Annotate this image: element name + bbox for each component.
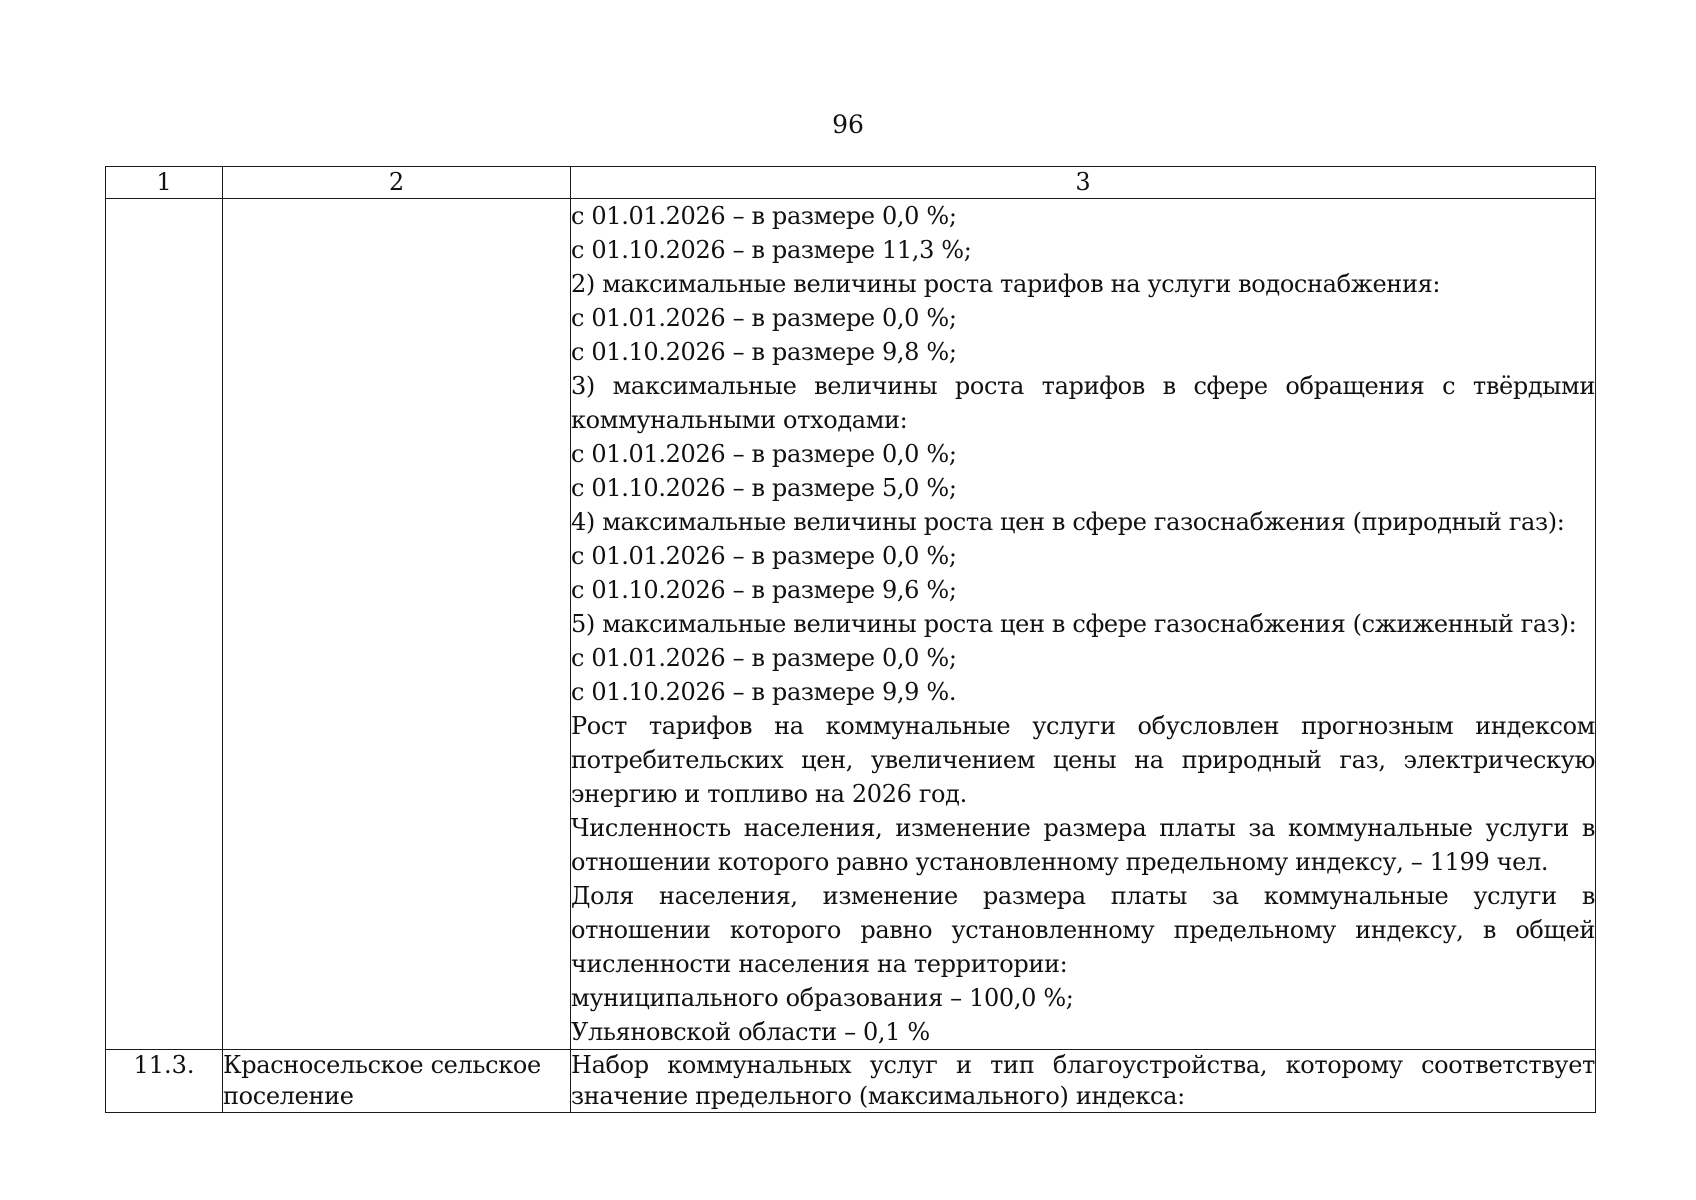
text-line: с 01.10.2026 – в размере 9,9 %.: [571, 678, 957, 706]
column-header-2: 2: [223, 167, 571, 199]
row-number-cell: 11.3.: [106, 1050, 223, 1113]
text-line: муниципального образования – 100,0 %;: [571, 984, 1074, 1012]
column-header-3: 3: [571, 167, 1596, 199]
text-line: с 01.10.2026 – в размере 9,6 %;: [571, 576, 957, 604]
page-number: 96: [832, 110, 864, 139]
text-line: с 01.01.2026 – в размере 0,0 %;: [571, 304, 957, 332]
text-line: 4) максимальные величины роста цен в сфере газоснабжения (природный газ):: [571, 508, 1565, 536]
text-line: с 01.01.2026 – в размере 0,0 %;: [571, 644, 957, 672]
settlement-name-cell: [223, 199, 571, 1050]
column-header-1: 1: [106, 167, 223, 199]
tariff-description-cell: [571, 199, 1596, 1050]
text-line: с 01.01.2026 – в размере 0,0 %;: [571, 440, 957, 468]
paragraph-tariff-growth: Рост тарифов на коммунальные услуги обусловлен прогнозным индексом потребительских цен, увеличением цены на природный газ, электрическую энергию и топливо на 2026 год.: [571, 712, 1595, 808]
text-line: с 01.01.2026 – в размере 0,0 %;: [571, 542, 957, 570]
paragraph-solid-waste: 3) максимальные величины роста тарифов в сфере обращения с твёрдыми коммунальными отходами:: [571, 372, 1595, 434]
table-header-row: [106, 167, 1596, 199]
settlement-name-cell: Красносельское сельское поселение: [223, 1050, 571, 1113]
paragraph-population-share: Доля населения, изменение размера платы за коммунальные услуги в отношении которого равно установленному предельному индексу, в общей численности населения на территории:: [571, 882, 1595, 978]
paragraph-population: Численность населения, изменение размера платы за коммунальные услуги в отношении которого равно установленному предельному индексу, – 1199 чел.: [571, 814, 1595, 876]
text-line: 5) максимальные величины роста цен в сфере газоснабжения (сжиженный газ):: [571, 610, 1577, 638]
text-line: с 01.10.2026 – в размере 5,0 %;: [571, 474, 957, 502]
text-line: с 01.10.2026 – в размере 9,8 %;: [571, 338, 957, 366]
text-line: 2) максимальные величины роста тарифов на услуги водоснабжения:: [571, 270, 1441, 298]
row-number-cell: [106, 199, 223, 1050]
tariff-table: [105, 166, 1596, 1113]
text-line: с 01.01.2026 – в размере 0,0 %;: [571, 202, 957, 230]
text-line: с 01.10.2026 – в размере 11,3 %;: [571, 236, 972, 264]
text-line: Ульяновской области – 0,1 %: [571, 1018, 930, 1046]
tariff-description-cell: Набор коммунальных услуг и тип благоустройства, которому соответствует значение предельного (максимального) индекса:: [571, 1050, 1596, 1113]
table-row: [106, 1050, 1596, 1113]
table-row-continued: [106, 199, 1596, 1050]
